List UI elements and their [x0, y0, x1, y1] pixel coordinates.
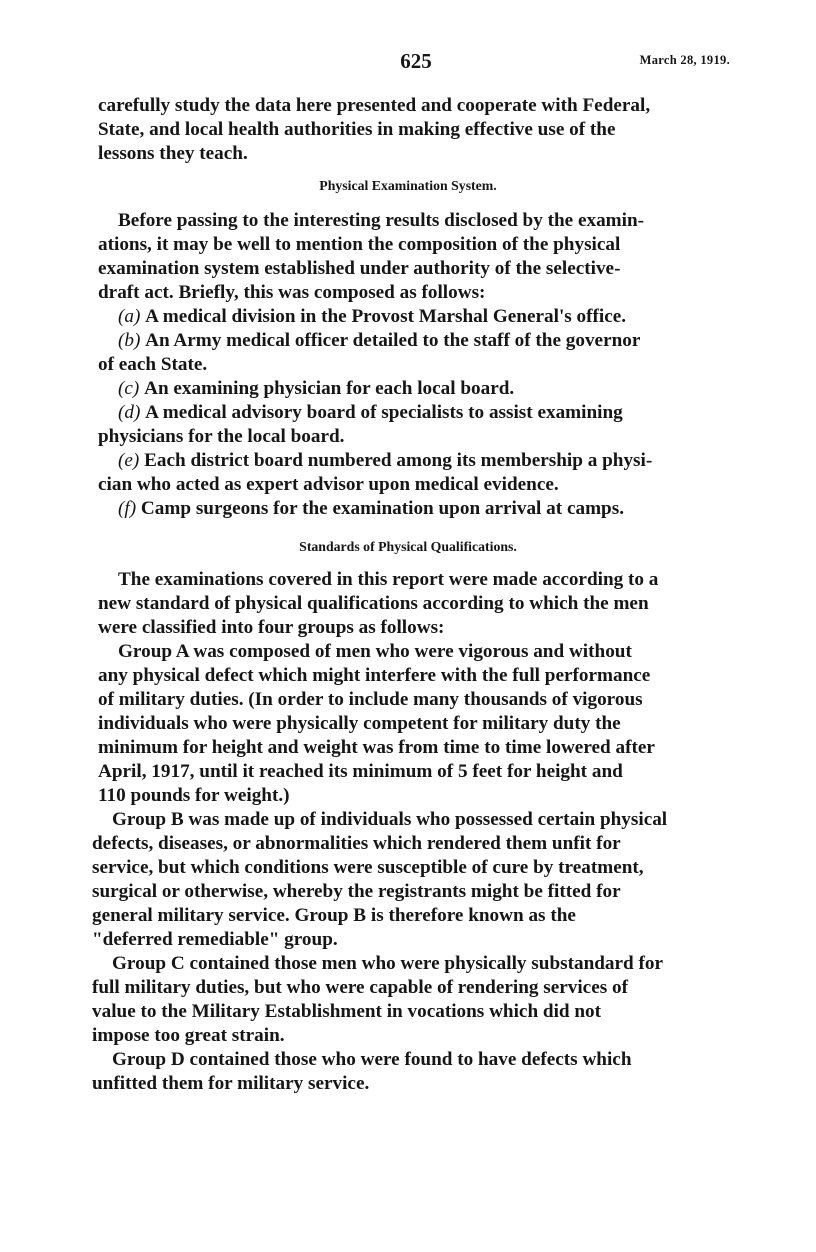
line-text: April, 1917, until it reached its minimum of 5 feet for height and [98, 761, 623, 782]
body-line [0, 712, 726, 736]
body-line [0, 760, 726, 784]
line-text: impose too great strain. [92, 1025, 285, 1046]
body-line [0, 1072, 716, 1096]
line-text: surgical or otherwise, whereby the registrants might be fitted for [92, 881, 621, 902]
list-item [0, 329, 726, 353]
line-text: minimum for height and weight was from time to time lowered after [98, 737, 655, 758]
page-number: 625 [400, 49, 432, 73]
line-text: physicians for the local board. [98, 426, 345, 447]
line-text: individuals who were physically competent for military duty the [98, 713, 621, 734]
line-text: Before passing to the interesting results disclosed by the examin- [118, 210, 645, 231]
body-line [0, 856, 726, 880]
body-line [0, 473, 726, 497]
line-text: "deferred remediable" group. [92, 929, 338, 950]
body-line [0, 928, 726, 952]
list-item [0, 305, 726, 329]
item-label: (b) [118, 330, 141, 351]
body-line [0, 880, 726, 904]
line-text: The examinations covered in this report were made according to a [118, 569, 659, 590]
line-text: unfitted them for military service. [92, 1073, 370, 1094]
body-line [0, 209, 726, 233]
line-text: ations, it may be well to mention the composition of the physical [98, 234, 621, 255]
body-line [0, 832, 726, 856]
line-text: A medical advisory board of specialists to assist examining [145, 402, 623, 423]
body-line [0, 568, 726, 592]
line-text: Group A was composed of men who were vigorous and without [118, 641, 632, 662]
body-line [0, 142, 726, 166]
body-line [0, 784, 726, 808]
body-line [0, 94, 726, 118]
body-line [0, 353, 726, 377]
line-text: 110 pounds for weight.) [98, 785, 290, 806]
line-text: full military duties, but who were capable of rendering services of [92, 977, 628, 998]
line-text: new standard of physical qualifications according to which the men [98, 593, 649, 614]
header-date: March 28, 1919. [639, 53, 730, 67]
body-line [0, 257, 726, 281]
line-text: draft act. Briefly, this was composed as follows: [98, 282, 486, 303]
line-text: Camp surgeons for the examination upon arrival at camps. [140, 498, 624, 519]
body-line [0, 233, 726, 257]
body-line [0, 425, 726, 449]
line-text: State, and local health authorities in making effective use of the [98, 119, 616, 140]
line-text: Group B was made up of individuals who possessed certain physical [112, 809, 668, 830]
line-text: of military duties. (In order to include many thousands of vigorous [98, 689, 643, 710]
body-line [0, 808, 726, 832]
section-heading: Physical Examination System. [319, 178, 497, 193]
line-text: A medical division in the Provost Marshal General's office. [145, 306, 627, 327]
line-text: service, but which conditions were susceptible of cure by treatment, [92, 857, 644, 878]
list-item [0, 497, 726, 521]
body-line [0, 664, 726, 688]
body-line [0, 640, 726, 664]
body-line [0, 976, 716, 1000]
line-text: general military service. Group B is therefore known as the [92, 905, 576, 926]
body-line [0, 1024, 716, 1048]
item-label: (f) [118, 498, 137, 519]
item-label: (c) [118, 378, 140, 399]
list-item [0, 401, 726, 425]
body-line [0, 281, 726, 305]
line-text: carefully study the data here presented and cooperate with Federal, [98, 95, 651, 116]
line-text: Each district board numbered among its membership a physi- [144, 450, 653, 471]
line-text: value to the Military Establishment in vocations which did not [92, 1001, 602, 1022]
line-text: any physical defect which might interfere with the full performance [98, 665, 651, 686]
line-text: An Army medical officer detailed to the staff of the governor [145, 330, 641, 351]
line-text: Group C contained those men who were physically substandard for [112, 953, 663, 974]
list-item [0, 449, 726, 473]
body-line [0, 118, 726, 142]
line-text: defects, diseases, or abnormalities which rendered them unfit for [92, 833, 621, 854]
item-label: (a) [118, 306, 141, 327]
item-label: (d) [118, 402, 141, 423]
body-line [0, 592, 726, 616]
line-text: of each State. [98, 354, 208, 375]
list-item [0, 377, 726, 401]
line-text: were classified into four groups as follows: [98, 617, 445, 638]
body-line [0, 688, 726, 712]
line-text: cian who acted as expert advisor upon medical evidence. [98, 474, 559, 495]
body-line [0, 952, 716, 976]
line-text: An examining physician for each local board. [144, 378, 515, 399]
body-line [0, 736, 726, 760]
line-text: examination system established under authority of the selective- [98, 258, 621, 279]
body-line [0, 1048, 716, 1072]
item-label: (e) [118, 450, 140, 471]
section-heading: Standards of Physical Qualifications. [299, 539, 517, 554]
body-line [0, 616, 726, 640]
line-text: lessons they teach. [98, 143, 248, 164]
line-text: Group D contained those who were found to have defects which [112, 1049, 632, 1070]
body-line [0, 1000, 716, 1024]
body-line [0, 904, 726, 928]
